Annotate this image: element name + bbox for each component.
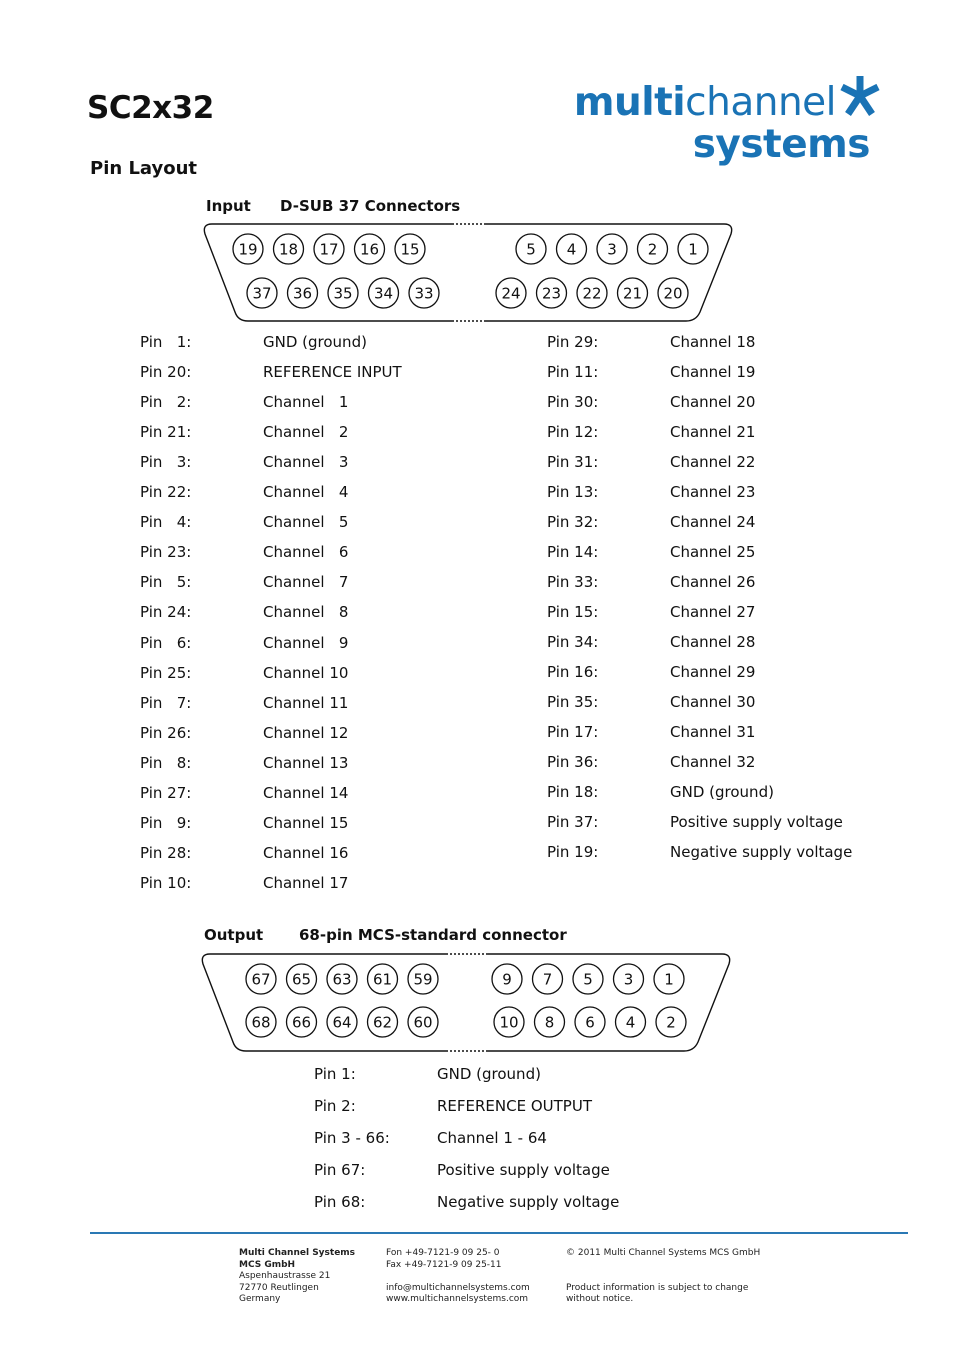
input-right-pin-label: Pin 31: xyxy=(547,453,599,471)
output-pin-label: Pin 3 - 66: xyxy=(314,1129,390,1147)
pin-number-3: 3 xyxy=(623,970,634,989)
input-right-pin-label: Pin 34: xyxy=(547,633,599,651)
input-right-pin-label: Pin 30: xyxy=(547,393,599,411)
input-right-pin-description: Positive supply voltage xyxy=(670,813,843,831)
pin-number-34: 34 xyxy=(373,284,394,303)
input-right-pin-description: Channel 19 xyxy=(670,363,756,381)
input-left-pin-description: Channel 11 xyxy=(263,693,349,712)
pin-number-36: 36 xyxy=(292,284,313,303)
pin-number-66: 66 xyxy=(291,1013,312,1032)
logo-text-multi: multi xyxy=(573,80,686,125)
page-title: SC2x32 xyxy=(87,90,214,126)
pin-number-17: 17 xyxy=(319,240,339,259)
input-right-pin-label: Pin 15: xyxy=(547,603,599,621)
input-right-pin-description: Channel 23 xyxy=(670,483,756,501)
pin-number-59: 59 xyxy=(413,970,433,989)
input-right-pin-label: Pin 33: xyxy=(547,573,599,591)
pin-number-35: 35 xyxy=(333,284,353,303)
input-left-pin-label: Pin 2: xyxy=(140,393,192,412)
pin-number-19: 19 xyxy=(238,240,258,259)
input-right-pin-description: Channel 18 xyxy=(670,333,756,351)
pin-number-65: 65 xyxy=(291,970,312,989)
pin-number-2: 2 xyxy=(666,1013,676,1032)
footer-disclaimer-2: without notice. xyxy=(566,1294,634,1304)
input-right-pin-label: Pin 35: xyxy=(547,693,599,711)
input-left-pin-label: Pin 24: xyxy=(140,603,192,622)
pin-number-4: 4 xyxy=(625,1013,636,1032)
input-left-pin-label: Pin 28: xyxy=(140,843,192,862)
input-right-pin-description: Channel 30 xyxy=(670,693,756,711)
input-right-pin-description: Channel 28 xyxy=(670,633,756,651)
output-pin-label: Pin 2: xyxy=(314,1097,356,1115)
input-right-pin-description: Channel 32 xyxy=(670,753,756,771)
pin-number-5: 5 xyxy=(583,970,593,989)
input-left-pin-description: Channel 3 xyxy=(263,453,349,472)
input-right-pin-description: GND (ground) xyxy=(670,783,774,801)
footer-email: info@multichannelsystems.com xyxy=(386,1282,530,1293)
pin-number-24: 24 xyxy=(501,284,521,303)
output-connector-diagram xyxy=(198,950,734,1056)
output-label: Output xyxy=(204,926,264,944)
input-right-pin-label: Pin 36: xyxy=(547,753,599,771)
footer-website: www.multichannelsystems.com xyxy=(386,1294,529,1304)
pin-number-4: 4 xyxy=(566,240,577,259)
input-left-pin-label: Pin 7: xyxy=(140,693,192,712)
footer-fax: Fax +49-7121-9 09 25-11 xyxy=(386,1259,502,1270)
input-left-pin-description: Channel 1 xyxy=(263,393,349,412)
input-right-pin-label: Pin 11: xyxy=(547,363,599,381)
pin-number-20: 20 xyxy=(663,284,683,303)
output-pin-label: Pin 67: xyxy=(314,1161,366,1179)
input-left-pin-description: Channel 13 xyxy=(263,753,349,772)
pin-number-67: 67 xyxy=(251,970,271,989)
pin-number-37: 37 xyxy=(252,284,272,303)
input-left-pin-label: Pin 3: xyxy=(140,453,192,472)
input-left-pin-description: Channel 6 xyxy=(263,543,349,562)
pin-number-16: 16 xyxy=(359,240,380,259)
input-left-pin-description: REFERENCE INPUT xyxy=(263,363,402,382)
input-right-pin-label: Pin 16: xyxy=(547,663,599,681)
input-right-pin-label: Pin 13: xyxy=(547,483,599,501)
pin-number-9: 9 xyxy=(502,970,512,989)
pin-number-23: 23 xyxy=(541,284,562,303)
pin-number-5: 5 xyxy=(526,240,536,259)
input-left-pin-description: Channel 2 xyxy=(263,423,349,442)
input-connector-diagram xyxy=(200,220,736,326)
output-pin-description: GND (ground) xyxy=(437,1065,541,1083)
output-pin-description: Channel 1 - 64 xyxy=(437,1129,547,1147)
pin-number-10: 10 xyxy=(499,1013,519,1032)
footer-copyright: © 2011 Multi Channel Systems MCS GmbH xyxy=(566,1248,761,1258)
input-left-pin-description: Channel 15 xyxy=(263,813,349,832)
input-left-pin-label: Pin 25: xyxy=(140,663,192,682)
pin-number-60: 60 xyxy=(413,1013,433,1032)
input-left-pin-label: Pin 21: xyxy=(140,423,192,442)
input-left-pin-description: Channel 7 xyxy=(263,573,349,592)
input-right-pin-description: Channel 22 xyxy=(670,453,756,471)
input-left-pin-label: Pin 10: xyxy=(140,873,192,892)
pin-number-1: 1 xyxy=(664,970,674,989)
footer-legal xyxy=(566,1248,760,1306)
input-left-pin-description: Channel 17 xyxy=(263,873,349,892)
input-right-pin-description: Channel 27 xyxy=(670,603,756,621)
input-left-pin-label: Pin 20: xyxy=(140,363,192,382)
pin-number-18: 18 xyxy=(278,240,299,259)
input-left-pin-description: Channel 8 xyxy=(263,603,349,622)
footer-city: 72770 Reutlingen xyxy=(239,1282,319,1293)
input-right-pin-label: Pin 18: xyxy=(547,783,599,801)
input-right-pin-label: Pin 29: xyxy=(547,333,599,351)
footer-street: Aspenhaustrasse 21 xyxy=(239,1271,331,1281)
input-left-pin-label: Pin 4: xyxy=(140,513,192,532)
input-left-pin-label: Pin 9: xyxy=(140,813,192,832)
footer-disclaimer-1: Product information is subject to change xyxy=(566,1282,749,1293)
input-right-pin-label: Pin 14: xyxy=(547,543,599,561)
pin-number-63: 63 xyxy=(332,970,352,989)
output-pin-label: Pin 1: xyxy=(314,1065,356,1083)
output-connector-label: 68-pin MCS-standard connector xyxy=(299,926,567,944)
input-left-pin-label: Pin 22: xyxy=(140,483,192,502)
input-left-pin-description: Channel 9 xyxy=(263,633,349,652)
output-pin-label: Pin 68: xyxy=(314,1193,366,1211)
input-right-pin-description: Channel 29 xyxy=(670,663,756,681)
input-left-pin-description: GND (ground) xyxy=(263,333,367,351)
output-pin-description: REFERENCE OUTPUT xyxy=(437,1097,592,1115)
input-left-pin-label: Pin 26: xyxy=(140,723,192,742)
pin-number-6: 6 xyxy=(585,1013,595,1032)
input-left-pin-label: Pin 6: xyxy=(140,633,192,652)
footer-country: Germany xyxy=(239,1294,281,1304)
input-left-pin-label: Pin 5: xyxy=(140,573,192,592)
footer-phone: Fon +49-7121-9 09 25- 0 xyxy=(386,1248,500,1258)
pin-number-3: 3 xyxy=(607,240,617,259)
input-left-pin-label: Pin 27: xyxy=(140,783,192,802)
section-title-pin-layout: Pin Layout xyxy=(90,158,198,179)
footer-divider xyxy=(90,1232,908,1234)
input-right-pin-label: Pin 19: xyxy=(547,843,599,861)
company-logo-line2: systems xyxy=(692,122,870,167)
input-right-pin-description: Channel 25 xyxy=(670,543,756,561)
footer-company: Multi Channel Systems xyxy=(239,1248,356,1258)
pin-number-68: 68 xyxy=(251,1013,271,1032)
logo-text-channel: channel xyxy=(685,80,836,125)
input-left-pin-description: Channel 16 xyxy=(263,843,349,862)
output-pin-description: Negative supply voltage xyxy=(437,1193,620,1211)
footer-contact xyxy=(386,1248,530,1306)
logo-star-icon xyxy=(838,74,882,118)
footer-company-short: MCS GmbH xyxy=(239,1259,296,1270)
input-left-pin-description: Channel 12 xyxy=(263,723,349,742)
input-right-pin-label: Pin 17: xyxy=(547,723,599,741)
input-left-pin-description: Channel 10 xyxy=(263,663,349,682)
pin-number-33: 33 xyxy=(414,284,434,303)
pin-number-7: 7 xyxy=(542,970,553,989)
input-left-pin-description: Channel 14 xyxy=(263,783,349,802)
input-left-pin-description: Channel 4 xyxy=(263,483,349,502)
input-right-pin-description: Channel 31 xyxy=(670,723,756,741)
pin-number-64: 64 xyxy=(332,1013,352,1032)
pin-number-21: 21 xyxy=(622,284,643,303)
input-connector-label: D-SUB 37 Connectors xyxy=(280,197,461,215)
pin-number-2: 2 xyxy=(647,240,658,259)
pin-number-61: 61 xyxy=(372,970,393,989)
pin-number-15: 15 xyxy=(400,240,420,259)
pin-number-62: 62 xyxy=(372,1013,393,1032)
input-left-pin-description: Channel 5 xyxy=(263,513,349,532)
company-logo-line1 xyxy=(574,80,836,125)
input-label: Input xyxy=(206,197,251,215)
pin-number-1: 1 xyxy=(688,240,698,259)
input-right-pin-description: Negative supply voltage xyxy=(670,843,853,861)
input-right-pin-description: Channel 21 xyxy=(670,423,756,441)
footer-address xyxy=(239,1248,355,1306)
output-pin-description: Positive supply voltage xyxy=(437,1161,610,1179)
input-left-pin-label: Pin 1: xyxy=(140,333,192,351)
input-right-pin-description: Channel 26 xyxy=(670,573,756,591)
pin-number-22: 22 xyxy=(582,284,602,303)
input-right-pin-label: Pin 32: xyxy=(547,513,599,531)
input-right-pin-label: Pin 37: xyxy=(547,813,599,831)
input-left-pin-label: Pin 23: xyxy=(140,543,192,562)
input-left-pin-label: Pin 8: xyxy=(140,753,192,772)
input-right-pin-description: Channel 24 xyxy=(670,513,756,531)
input-right-pin-label: Pin 12: xyxy=(547,423,599,441)
input-right-pin-description: Channel 20 xyxy=(670,393,756,411)
pin-number-8: 8 xyxy=(544,1013,555,1032)
